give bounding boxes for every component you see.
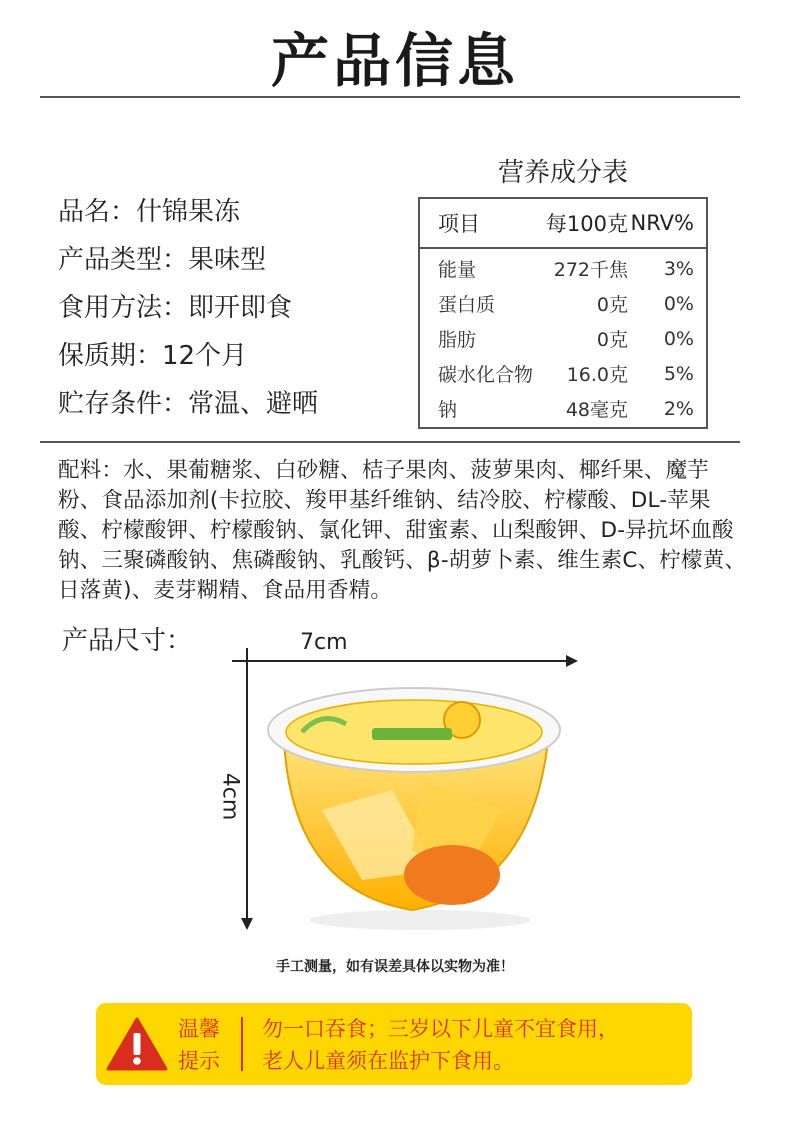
warning-separator (241, 1017, 243, 1071)
width-dimension-label: 7cm (300, 630, 348, 655)
cell-item: 钠 (438, 399, 458, 421)
info-label: 食用方法： (58, 293, 189, 323)
width-arrow (232, 655, 578, 667)
height-arrow (241, 648, 253, 930)
product-info-list (58, 188, 318, 428)
info-label: 品名： (58, 197, 137, 227)
cell-per100: 272千焦 (553, 259, 628, 281)
table-row (420, 391, 706, 426)
nutrition-table-title: 营养成分表 (497, 158, 628, 188)
cell-item: 碳水化合物 (438, 364, 534, 386)
warning-tag-line2: 提示 (178, 1049, 220, 1073)
nutrition-table (418, 197, 708, 429)
header-nrv: NRV% (630, 211, 694, 235)
table-row (420, 286, 706, 321)
table-row (420, 251, 706, 286)
jelly-cup-image (262, 670, 582, 940)
info-label: 贮存条件： (58, 389, 189, 419)
table-row (420, 321, 706, 356)
warning-banner (96, 1003, 692, 1085)
header-per100: 每100克 (545, 212, 628, 236)
cell-nrv: 3% (663, 257, 694, 280)
warning-line1: 勿一口吞食；三岁以下儿童不宜食用， (262, 1017, 619, 1041)
cell-per100: 0克 (596, 329, 628, 351)
nutrition-table-header (420, 199, 706, 249)
info-value: 即开即食 (188, 293, 293, 323)
page-title: 产品信息 (270, 27, 519, 95)
info-label: 产品类型： (58, 245, 189, 275)
warning-text (262, 1013, 619, 1077)
cell-nrv: 0% (663, 327, 694, 350)
divider-top (40, 96, 740, 98)
measurement-note: 手工测量，如有误差具体以实物为准！ (276, 959, 514, 975)
cell-per100: 16.0克 (566, 364, 628, 386)
info-value: 果味型 (188, 245, 267, 275)
info-value: 常温、避晒 (188, 389, 319, 419)
cell-per100: 0克 (596, 294, 628, 316)
divider-middle (40, 441, 740, 443)
cell-nrv: 2% (663, 397, 694, 420)
header-item: 项目 (438, 212, 480, 236)
info-row-type (58, 236, 318, 284)
cell-per100: 48毫克 (565, 399, 628, 421)
warning-icon (106, 1017, 168, 1071)
warning-line2: 老人儿童须在监护下食用。 (262, 1049, 514, 1073)
info-value: 什锦果冻 (136, 197, 241, 227)
cell-item: 能量 (438, 259, 477, 281)
cell-nrv: 5% (663, 362, 694, 385)
warning-tag (178, 1013, 220, 1077)
info-value: 12个月 (162, 341, 248, 371)
table-row (420, 356, 706, 391)
info-row-usage (58, 284, 318, 332)
size-label: 产品尺寸： (62, 626, 193, 656)
height-dimension-label: 4cm (217, 772, 243, 821)
info-row-storage (58, 380, 318, 428)
cell-item: 蛋白质 (438, 294, 496, 316)
info-row-name (58, 188, 318, 236)
info-label: 保质期： (58, 341, 163, 371)
cell-nrv: 0% (663, 292, 694, 315)
info-row-shelf-life (58, 332, 318, 380)
ingredients-text: 配料：水、果葡糖浆、白砂糖、桔子果肉、菠萝果肉、椰纤果、魔芋粉、食品添加剂(卡拉胶、羧甲基纤维钠、结冷胶、柠檬酸、DL-苹果酸、柠檬酸钾、柠檬酸钠、氯化钾、甜蜜素、山梨酸钾、D-异抗坏血酸钠、三聚磷酸钠、焦磷酸钠、乳酸钙、β-胡萝卜素、维生素C、柠檬黄、日落黄)、麦芽糊精、食品用香精。 (58, 458, 747, 603)
warning-tag-line1: 温馨 (178, 1017, 220, 1041)
cell-item: 脂肪 (438, 329, 477, 351)
